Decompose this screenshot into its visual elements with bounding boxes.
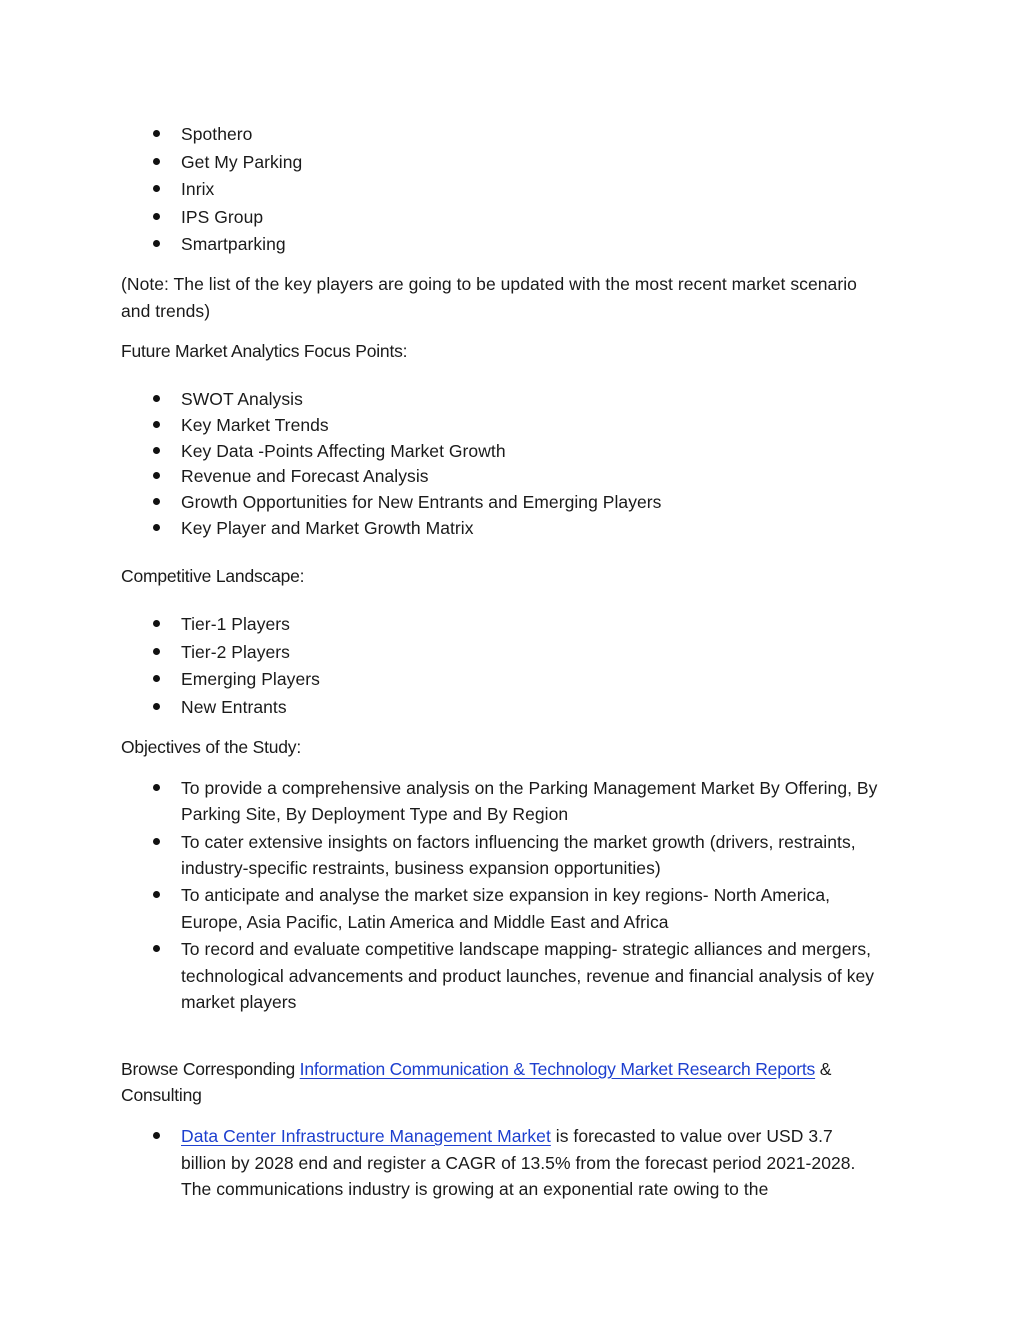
bullet-icon [153, 213, 160, 220]
bullet-icon [153, 675, 160, 682]
list-item: Key Data -Points Affecting Market Growth [181, 441, 506, 461]
dcim-text: is forecasted to value over USD 3.7 [550, 1126, 833, 1146]
bullet-icon [153, 891, 160, 898]
bullet-icon [153, 472, 160, 479]
bullet-icon [153, 185, 160, 192]
section-heading-objectives: Objectives of the Study: [121, 737, 302, 757]
list-item: technological advancements and product launches, revenue and financial analysis of key [181, 966, 875, 986]
browse-prefix: Browse Corresponding [121, 1059, 300, 1079]
list-item: New Entrants [181, 697, 287, 717]
list-item: Emerging Players [181, 669, 320, 689]
list-item: Tier-2 Players [181, 642, 290, 662]
bullet-icon [153, 158, 160, 165]
list-item: Revenue and Forecast Analysis [181, 466, 429, 486]
dcim-line3: The communications industry is growing at an exponential rate owing to the [181, 1179, 769, 1199]
list-item: To cater extensive insights on factors influencing the market growth (drivers, restraints, [181, 832, 856, 852]
list-item: Smartparking [181, 234, 286, 254]
bullet-icon [153, 498, 160, 505]
list-item: Parking Site, By Deployment Type and By Region [181, 804, 569, 824]
bullet-icon [153, 447, 160, 454]
bullet-icon [153, 395, 160, 402]
bullet-icon [153, 945, 160, 952]
note-text: (Note: The list of the key players are going to be updated with the most recent market scenario [121, 274, 857, 294]
section-heading-competitive: Competitive Landscape: [121, 566, 305, 586]
note-text: and trends) [121, 301, 211, 321]
bullet-icon [153, 784, 160, 791]
bullet-icon [153, 130, 160, 137]
dcim-line2: billion by 2028 end and register a CAGR of 13.5% from the forecast period 2021-2028. [181, 1153, 856, 1173]
bullet-icon [153, 1132, 160, 1139]
dcim-market-link[interactable]: Data Center Infrastructure Management Market [181, 1126, 551, 1146]
browse-heading [121, 1056, 831, 1082]
list-item: SWOT Analysis [181, 389, 303, 409]
list-item: Key Market Trends [181, 415, 329, 435]
bullet-icon [153, 620, 160, 627]
list-item: IPS Group [181, 207, 264, 227]
list-item: Tier-1 Players [181, 614, 290, 634]
browse-heading-line2: Consulting [121, 1085, 202, 1105]
dcim-line1 [181, 1123, 833, 1149]
bullet-icon [153, 703, 160, 710]
bullet-icon [153, 524, 160, 531]
list-item: To anticipate and analyse the market size expansion in key regions- North America, [181, 885, 831, 905]
list-item: To provide a comprehensive analysis on the Parking Management Market By Offering, By [181, 778, 878, 798]
list-item: Spothero [181, 124, 253, 144]
list-item: industry-specific restraints, business expansion opportunities) [181, 858, 661, 878]
list-item: Growth Opportunities for New Entrants and Emerging Players [181, 492, 662, 512]
list-item: Europe, Asia Pacific, Latin America and Middle East and Africa [181, 912, 669, 932]
list-item: Get My Parking [181, 152, 303, 172]
bullet-icon [153, 838, 160, 845]
list-item: To record and evaluate competitive landscape mapping- strategic alliances and mergers, [181, 939, 872, 959]
list-item: Inrix [181, 179, 215, 199]
ict-reports-link[interactable]: Information Communication & Technology Market Research Reports [299, 1059, 816, 1079]
bullet-icon [153, 240, 160, 247]
bullet-icon [153, 648, 160, 655]
bullet-icon [153, 421, 160, 428]
section-heading-focus: Future Market Analytics Focus Points: [121, 341, 408, 361]
list-item: Key Player and Market Growth Matrix [181, 518, 474, 538]
browse-suffix: & [815, 1059, 832, 1079]
list-item: market players [181, 992, 297, 1012]
